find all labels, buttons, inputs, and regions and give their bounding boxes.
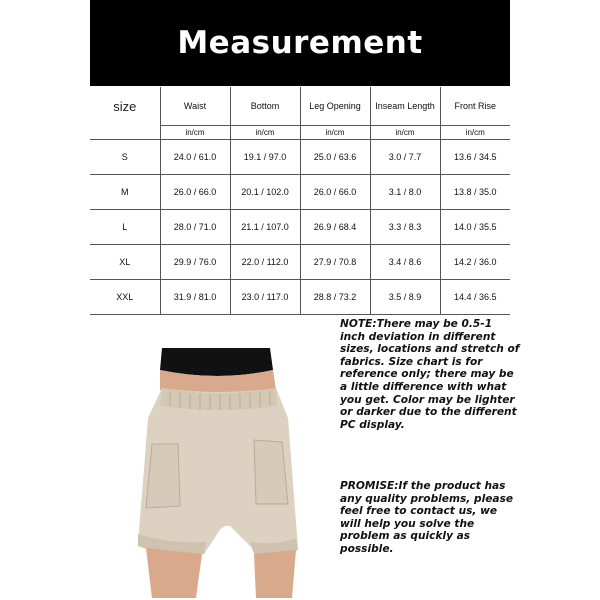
units-row [90, 126, 510, 140]
value-cell: 27.9 / 70.8 [300, 245, 370, 280]
unit-label: in/cm [370, 126, 440, 140]
units-size-cell [90, 126, 160, 140]
value-cell: 29.9 / 76.0 [160, 245, 230, 280]
value-cell: 14.2 / 36.0 [440, 245, 510, 280]
column-header-bottom: Bottom [230, 87, 300, 126]
value-cell: 3.5 / 8.9 [370, 280, 440, 315]
value-cell: 21.1 / 107.0 [230, 210, 300, 245]
size-column-header: size [90, 87, 160, 126]
size-cell: L [90, 210, 160, 245]
page-title: Measurement [177, 25, 423, 61]
column-header-front-rise: Front Rise [440, 87, 510, 126]
unit-label: in/cm [230, 126, 300, 140]
value-cell: 26.0 / 66.0 [300, 175, 370, 210]
column-header-leg-opening: Leg Opening [300, 87, 370, 126]
size-chart-table [90, 87, 510, 315]
column-header-inseam-length: Inseam Length [370, 87, 440, 126]
crop-top [160, 348, 273, 376]
table-row [90, 175, 510, 210]
right-leg [254, 550, 296, 598]
value-cell: 25.0 / 63.6 [300, 140, 370, 175]
table-row [90, 280, 510, 315]
table-row [90, 245, 510, 280]
value-cell: 28.8 / 73.2 [300, 280, 370, 315]
value-cell: 26.0 / 66.0 [160, 175, 230, 210]
left-pocket [146, 444, 180, 508]
right-pocket [254, 440, 288, 504]
value-cell: 28.0 / 71.0 [160, 210, 230, 245]
value-cell: 31.9 / 81.0 [160, 280, 230, 315]
value-cell: 3.3 / 8.3 [370, 210, 440, 245]
table-row [90, 140, 510, 175]
size-cell: XXL [90, 280, 160, 315]
value-cell: 20.1 / 102.0 [230, 175, 300, 210]
note-text: NOTE:There may be 0.5-1 inch deviation in different sizes, locations and stretch of fabrics. Size chart is for reference only; there may be a little difference with what you get. Color may be lighter or darker due to the different PC display. [340, 318, 520, 431]
value-cell: 26.9 / 68.4 [300, 210, 370, 245]
value-cell: 13.8 / 35.0 [440, 175, 510, 210]
value-cell: 14.0 / 35.5 [440, 210, 510, 245]
unit-label: in/cm [160, 126, 230, 140]
size-cell: XL [90, 245, 160, 280]
left-leg [146, 548, 202, 598]
value-cell: 3.0 / 7.7 [370, 140, 440, 175]
value-cell: 3.4 / 8.6 [370, 245, 440, 280]
product-photo [130, 348, 300, 598]
value-cell: 3.1 / 8.0 [370, 175, 440, 210]
table-row [90, 210, 510, 245]
unit-label: in/cm [440, 126, 510, 140]
size-cell: M [90, 175, 160, 210]
value-cell: 22.0 / 112.0 [230, 245, 300, 280]
promise-text: PROMISE:If the product has any quality problems, please feel free to contact us, we will help you solve the problem as quickly as possible. [340, 480, 514, 555]
unit-label: in/cm [300, 126, 370, 140]
value-cell: 23.0 / 117.0 [230, 280, 300, 315]
size-cell: S [90, 140, 160, 175]
value-cell: 19.1 / 97.0 [230, 140, 300, 175]
value-cell: 13.6 / 34.5 [440, 140, 510, 175]
value-cell: 24.0 / 61.0 [160, 140, 230, 175]
table-header-row [90, 87, 510, 126]
column-header-waist: Waist [160, 87, 230, 126]
header-banner [90, 0, 510, 86]
value-cell: 14.4 / 36.5 [440, 280, 510, 315]
